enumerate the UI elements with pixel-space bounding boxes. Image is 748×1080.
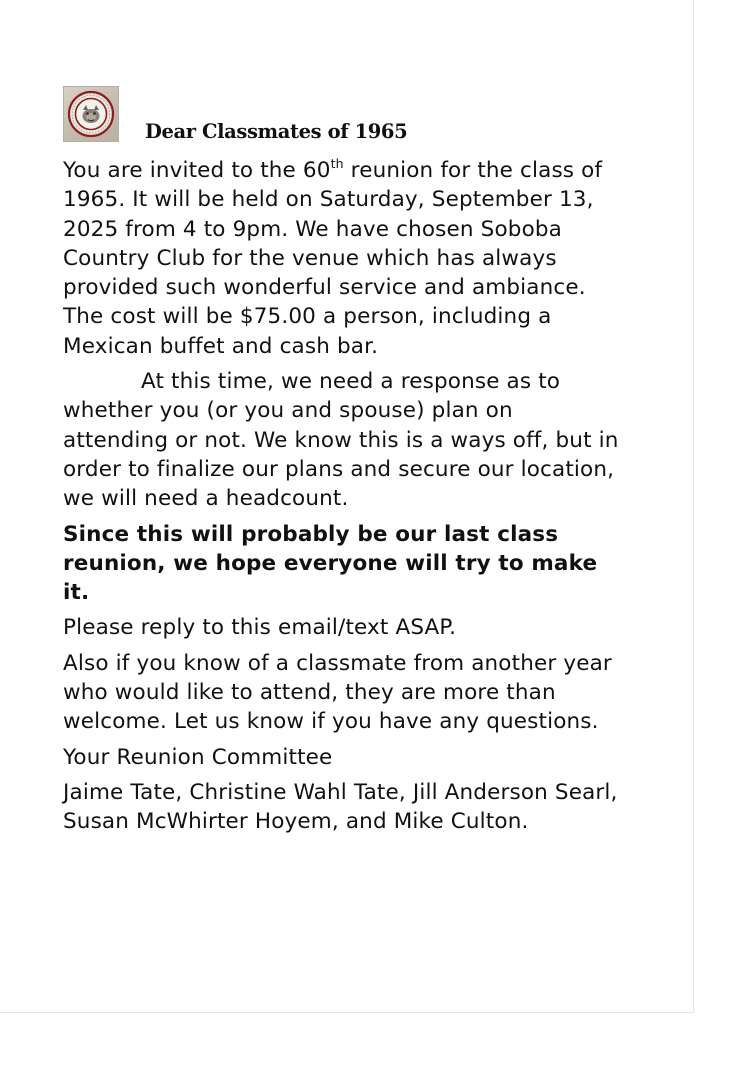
page-edge-bottom [0,1012,694,1013]
greeting: Dear Classmates of 1965 [145,120,408,143]
invitation-text-start: You are invited to the 60 [63,158,331,183]
invitation-text-end: reunion for the class of 1965. It will be held on Saturday, September 13, 2025 from 4 to 9pm. We have chosen Soboba Country Club for the venue which has always provided such wonderful service and ambiance. The cost will be $75.00 a person, including a Mexican buffet and cash bar. [63,158,603,359]
page-edge-right [693,0,694,1012]
school-seal-icon [63,86,119,142]
letter-header [63,84,623,150]
paragraph-response-request [63,367,623,513]
signoff: Your Reunion Committee [63,744,333,770]
reunion-letter [63,84,623,837]
paragraph-invitation [63,156,623,361]
paragraph-reply: Please reply to this email/text ASAP. [63,615,457,641]
response-request-text: At this time, we need a response as to whether you (or you and spouse) plan on attending or not. We know this is a ways off, but in order to finalize our plans and secure our location, we will need a headcount. [63,369,619,512]
committee-names: Jaime Tate, Christine Wahl Tate, Jill Anderson Searl, Susan McWhirter Hoyem, and Mike Culton. [63,779,618,835]
paragraph-other-classmates: Also if you know of a classmate from another year who would like to attend, they are more than welcome. Let us know if you have any questions. [63,650,612,735]
paragraph-last-reunion: Since this will probably be our last class reunion, we hope everyone will try to make it. [63,521,598,606]
school-seal-graphic [63,86,119,142]
ordinal-suffix: th [330,156,344,171]
